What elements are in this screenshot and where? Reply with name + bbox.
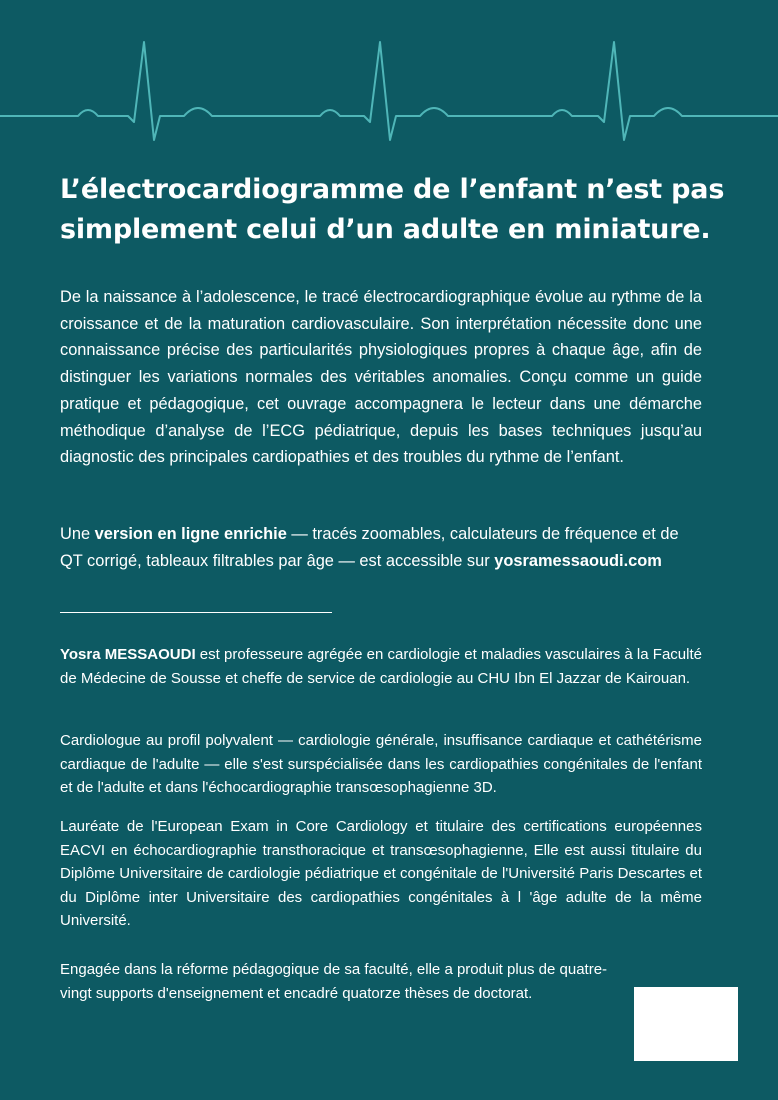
bio-paragraph-1-text: est professeure agrégée en cardiologie et maladies vasculaires à la Faculté de Médecine de Sousse et cheffe de service de cardiologie au CHU Ibn El Jazzar de Kairouan. — [60, 646, 702, 687]
ecg-trace-decoration — [0, 30, 778, 150]
website-link[interactable]: yosramessaoudi.com — [494, 551, 662, 570]
bio-paragraph-3: Lauréate de l'European Exam in Core Cardiology et titulaire des certifications européennes EACVI en échocardiographie transthoracique et transœsophagienne, Elle est aussi titulaire du Diplôme Universitaire de cardiologie pédiatrique et congénitale de l'Université Paris Descartes et du Diplôme inter Universitaire des cardiopathies congénitales à l 'âge adulte de la même Université. — [60, 818, 702, 929]
bio-paragraph-2: Cardiologue au profil polyvalent — cardiologie générale, insuffisance cardiaque et cathétérisme cardiaque de l'adulte — elle s'est surspécialisée dans les cardiopathies congénitales de l'enfant et de l'adulte et dans l'échocardiographie transœsophagienne 3D. — [60, 732, 702, 796]
online-prefix: Une — [60, 525, 95, 543]
author-name: Yosra MESSAOUDI — [60, 646, 196, 663]
bio-paragraph-4: Engagée dans la réforme pédagogique de sa faculté, elle a produit plus de quatre-vingt supports d'enseignement et encadré quatorze thèses de doctorat. — [60, 961, 608, 1002]
intro-paragraph: De la naissance à l’adolescence, le tracé électrocardiographique évolue au rythme de la croissance et de la maturation cardiovasculaire. Son interprétation nécessite donc une connaissance précise des particularités physiologiques propres à chaque âge, afin de distinguer les variations normales des véritables anomalies. Conçu comme un guide pratique et pédagogique, cet ouvrage accompagnera le lecteur dans une démarche méthodique d’analyse de l’ECG pédiatrique, depuis les bases techniques jusqu’au diagnostic des principales cardiopathies et des troubles du rythme de l’enfant. — [60, 288, 702, 467]
headline: L’électrocardiogramme de l’enfant n’est pas simplement celui d’un adulte en miniature. — [60, 174, 725, 245]
online-version-paragraph — [60, 521, 702, 574]
bio-paragraph-1 — [60, 643, 702, 690]
online-highlight: version en ligne enrichie — [94, 525, 287, 543]
ecg-waveform — [0, 42, 778, 140]
online-middle: — tracés zoomables, calculateurs de fréquence et de QT corrigé, tableaux filtrables par âge — est accessible sur — [60, 525, 679, 570]
barcode-placeholder — [634, 987, 738, 1061]
divider-rule — [60, 612, 332, 613]
